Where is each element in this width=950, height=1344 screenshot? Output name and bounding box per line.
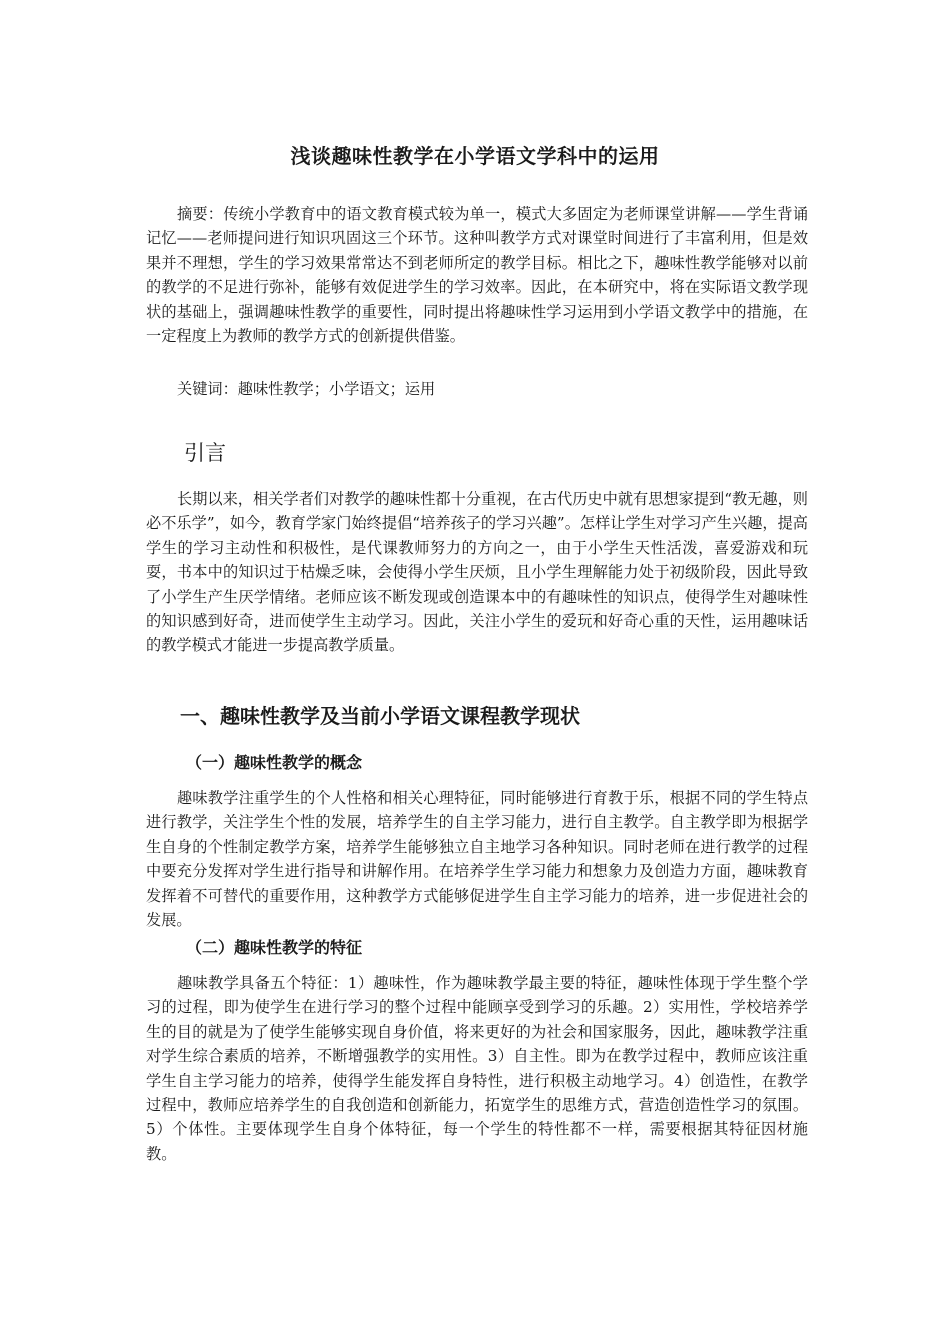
intro-block — [146, 487, 808, 658]
paper-title: 浅谈趣味性教学在小学语文学科中的运用 — [290, 144, 660, 168]
subsection2-heading: （二）趣味性教学的特征 — [186, 938, 363, 957]
subsection2-paragraph: 趣味教学具备五个特征：1）趣味性，作为趣味教学最主要的特征，趣味性体现于学生整个学习的过程，即为使学生在进行学习的整个过程中能顾享受到学习的乐趣。2）实用性，学校培养学生的目的就是为了使学生能够实现自身价值，将来更好的为社会和国家服务，因此，趣味教学注重对学生综合素质的培养，不断增强教学的实用性。3）自主性。即为在教学过程中，教师应该注重学生自主学习能力的培养，使得学生能发挥自身特性，进行积极主动地学习。4）创造性，在教学过程中，教师应培养学生的自我创造和创新能力，拓宽学生的思维方式，营造创造性学习的氛围。5）个体性。主要体现学生自身个体特征，每一个学生的特性都不一样，需要根据其特征因材施教。 — [146, 974, 808, 1163]
section1-heading: 一、趣味性教学及当前小学语文课程教学现状 — [180, 704, 580, 728]
subsection1-block — [146, 786, 808, 932]
intro-paragraph: 长期以来，相关学者们对教学的趣味性都十分重视，在古代历史中就有思想家提到“教无趣，则必不乐学”，如今，教育学家门始终提倡“培养孩子的学习兴趣”。怎样让学生对学习产生兴趣，提高学生的学习主动性和积极性，是代课教师努力的方向之一，由于小学生天性活泼，喜爱游戏和玩耍，书本中的知识过于枯燥乏味，会使得小学生厌烦，且小学生理解能力处于初级阶段，因此导致了小学生产生厌学情绪。老师应该不断发现或创造课本中的有趣味性的知识点，使得学生对趣味性的知识感到好奇，进而使学生主动学习。因此，关注小学生的爱玩和好奇心重的天性，运用趣味话的教学模式才能进一步提高教学质量。 — [146, 490, 808, 655]
subsection1-heading: （一）趣味性教学的概念 — [186, 753, 363, 772]
subsection1-paragraph: 趣味教学注重学生的个人性格和相关心理特征，同时能够进行育教于乐，根据不同的学生特点进行教学，关注学生个性的发展，培养学生的自主学习能力，进行自主教学。自主教学即为根据学生自身的个性制定教学方案，培养学生能够独立自主地学习各种知识。同时老师在进行教学的过程中要充分发挥对学生进行指导和讲解作用。在培养学生学习能力和想象力及创造力方面，趣味教育发挥着不可替代的重要作用，这种教学方式能够促进学生自主学习能力的培养，进一步促进社会的发展。 — [146, 789, 808, 930]
keywords-line: 关键词：趣味性教学；小学语文；运用 — [177, 380, 436, 398]
intro-heading: 引言 — [184, 441, 226, 465]
abstract-block — [146, 202, 808, 348]
subsection2-block — [146, 971, 808, 1166]
abstract-paragraph: 摘要：传统小学教育中的语文教育模式较为单一，模式大多固定为老师课堂讲解——学生背诵记忆——老师提问进行知识巩固这三个环节。这种叫教学方式对课堂时间进行了丰富利用，但是效果并不理想，学生的学习效果常常达不到老师所定的教学目标。相比之下，趣味性教学能够对以前的教学的不足进行弥补，能够有效促进学生的学习效率。因此，在本研究中，将在实际语文教学现状的基础上，强调趣味性教学的重要性，同时提出将趣味性学习运用到小学语文教学中的措施，在一定程度上为教师的教学方式的创新提供借鉴。 — [146, 205, 808, 346]
